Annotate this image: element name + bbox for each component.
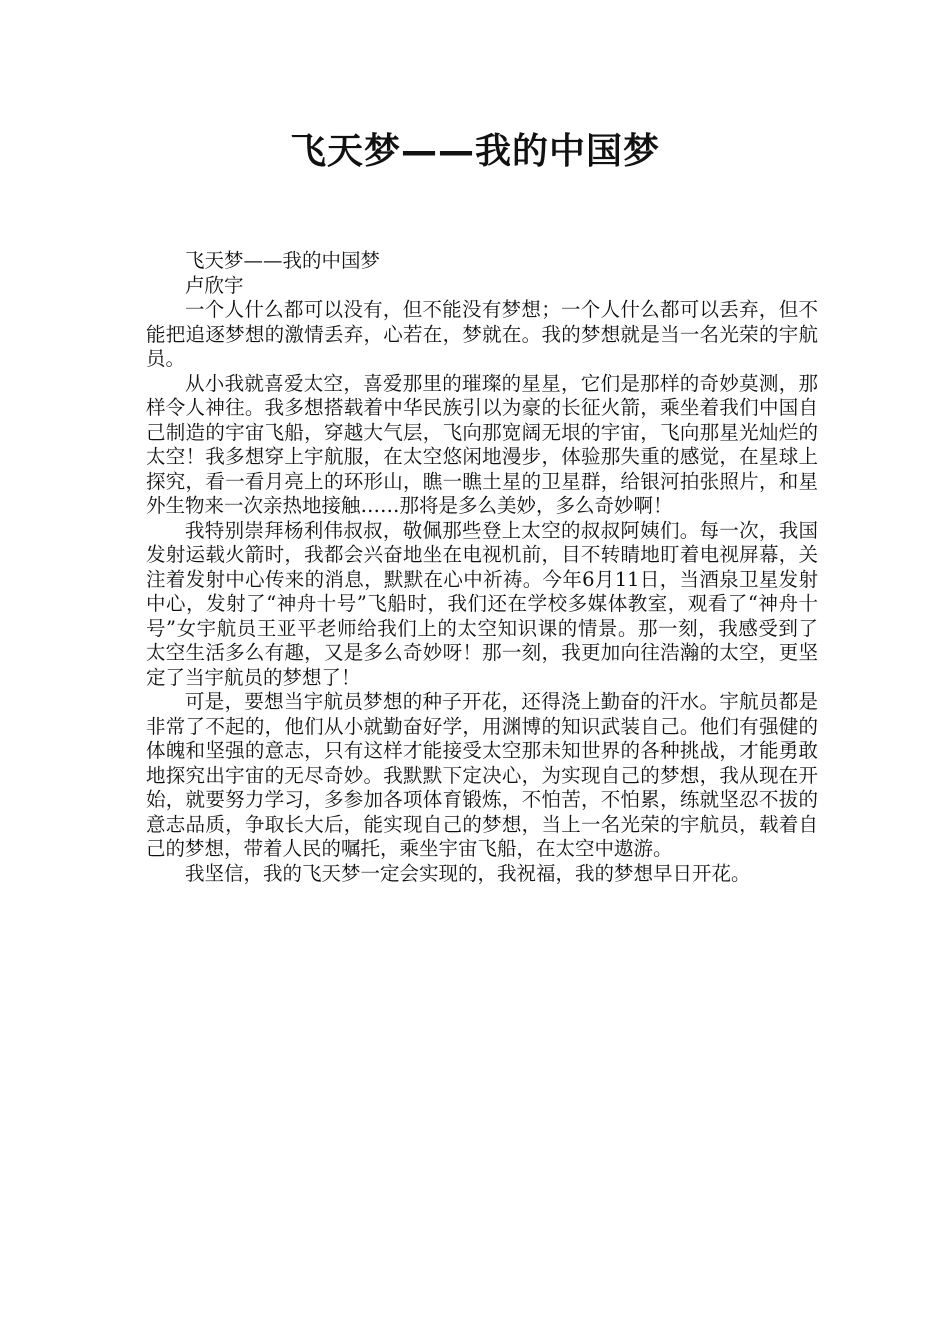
- paragraph-3: 我特别崇拜杨利伟叔叔，敬佩那些登上太空的叔叔阿姨们。每一次，我国发射运载火箭时，我都会兴奋地坐在电视机前，目不转睛地盯着电视屏幕，关注着发射中心传来的消息，默默在心中祈祷。今年6月11日，当酒泉卫星发射中心，发射了“神舟十号”飞船时，我们还在学校多媒体教室，观看了“神舟十号”女宇航员王亚平老师给我们上的太空知识课的情景。那一刻，我感受到了太空生活多么有趣，又是多么奇妙呀！那一刻，我更加向往浩瀚的太空，更坚定了当宇航员的梦想了！: [146, 518, 818, 689]
- document-title: 飞天梦——我的中国梦: [289, 131, 660, 172]
- paragraph-1: 一个人什么都可以没有，但不能没有梦想；一个人什么都可以丢弃，但不能把追逐梦想的激情丢弃，心若在，梦就在。我的梦想就是当一名光荣的宇航员。: [146, 298, 818, 370]
- document-author: 卢欣宇: [185, 273, 244, 297]
- paragraph-5: 我坚信，我的飞天梦一定会实现的，我祝福，我的梦想早日开花。: [185, 861, 751, 885]
- document-subtitle: 飞天梦——我的中国梦: [185, 249, 381, 272]
- paragraph-4: 可是，要想当宇航员梦想的种子开花，还得浇上勤奋的汗水。宇航员都是非常了不起的，他们从小就勤奋好学，用渊博的知识武装自己。他们有强健的体魄和坚强的意志，只有这样才能接受太空那未知世界的各种挑战，才能勇敢地探究出宇宙的无尽奇妙。我默默下定决心，为实现自己的梦想，我从现在开始，就要努力学习，多参加各项体育锻炼，不怕苦，不怕累，练就坚忍不拔的意志品质，争取长大后，能实现自己的梦想，当上一名光荣的宇航员，载着自己的梦想，带着人民的嘱托，乘坐宇宙飞船，在太空中遨游。: [146, 690, 818, 860]
- paragraph-2: 从小我就喜爱太空，喜爱那里的璀璨的星星，它们是那样的奇妙莫测，那样令人神往。我多想搭载着中华民族引以为豪的长征火箭，乘坐着我们中国自己制造的宇宙飞船，穿越大气层，飞向那宽阔无垠的宇宙，飞向那星光灿烂的太空！我多想穿上宇航服，在太空悠闲地漫步，体验那失重的感觉，在星球上探究，看一看月亮上的环形山，瞧一瞧土星的卫星群，给银河拍张照片，和星外生物来一次亲热地接触……那将是多么美妙，多么奇妙啊！: [146, 371, 818, 517]
- document-body: [146, 249, 818, 886]
